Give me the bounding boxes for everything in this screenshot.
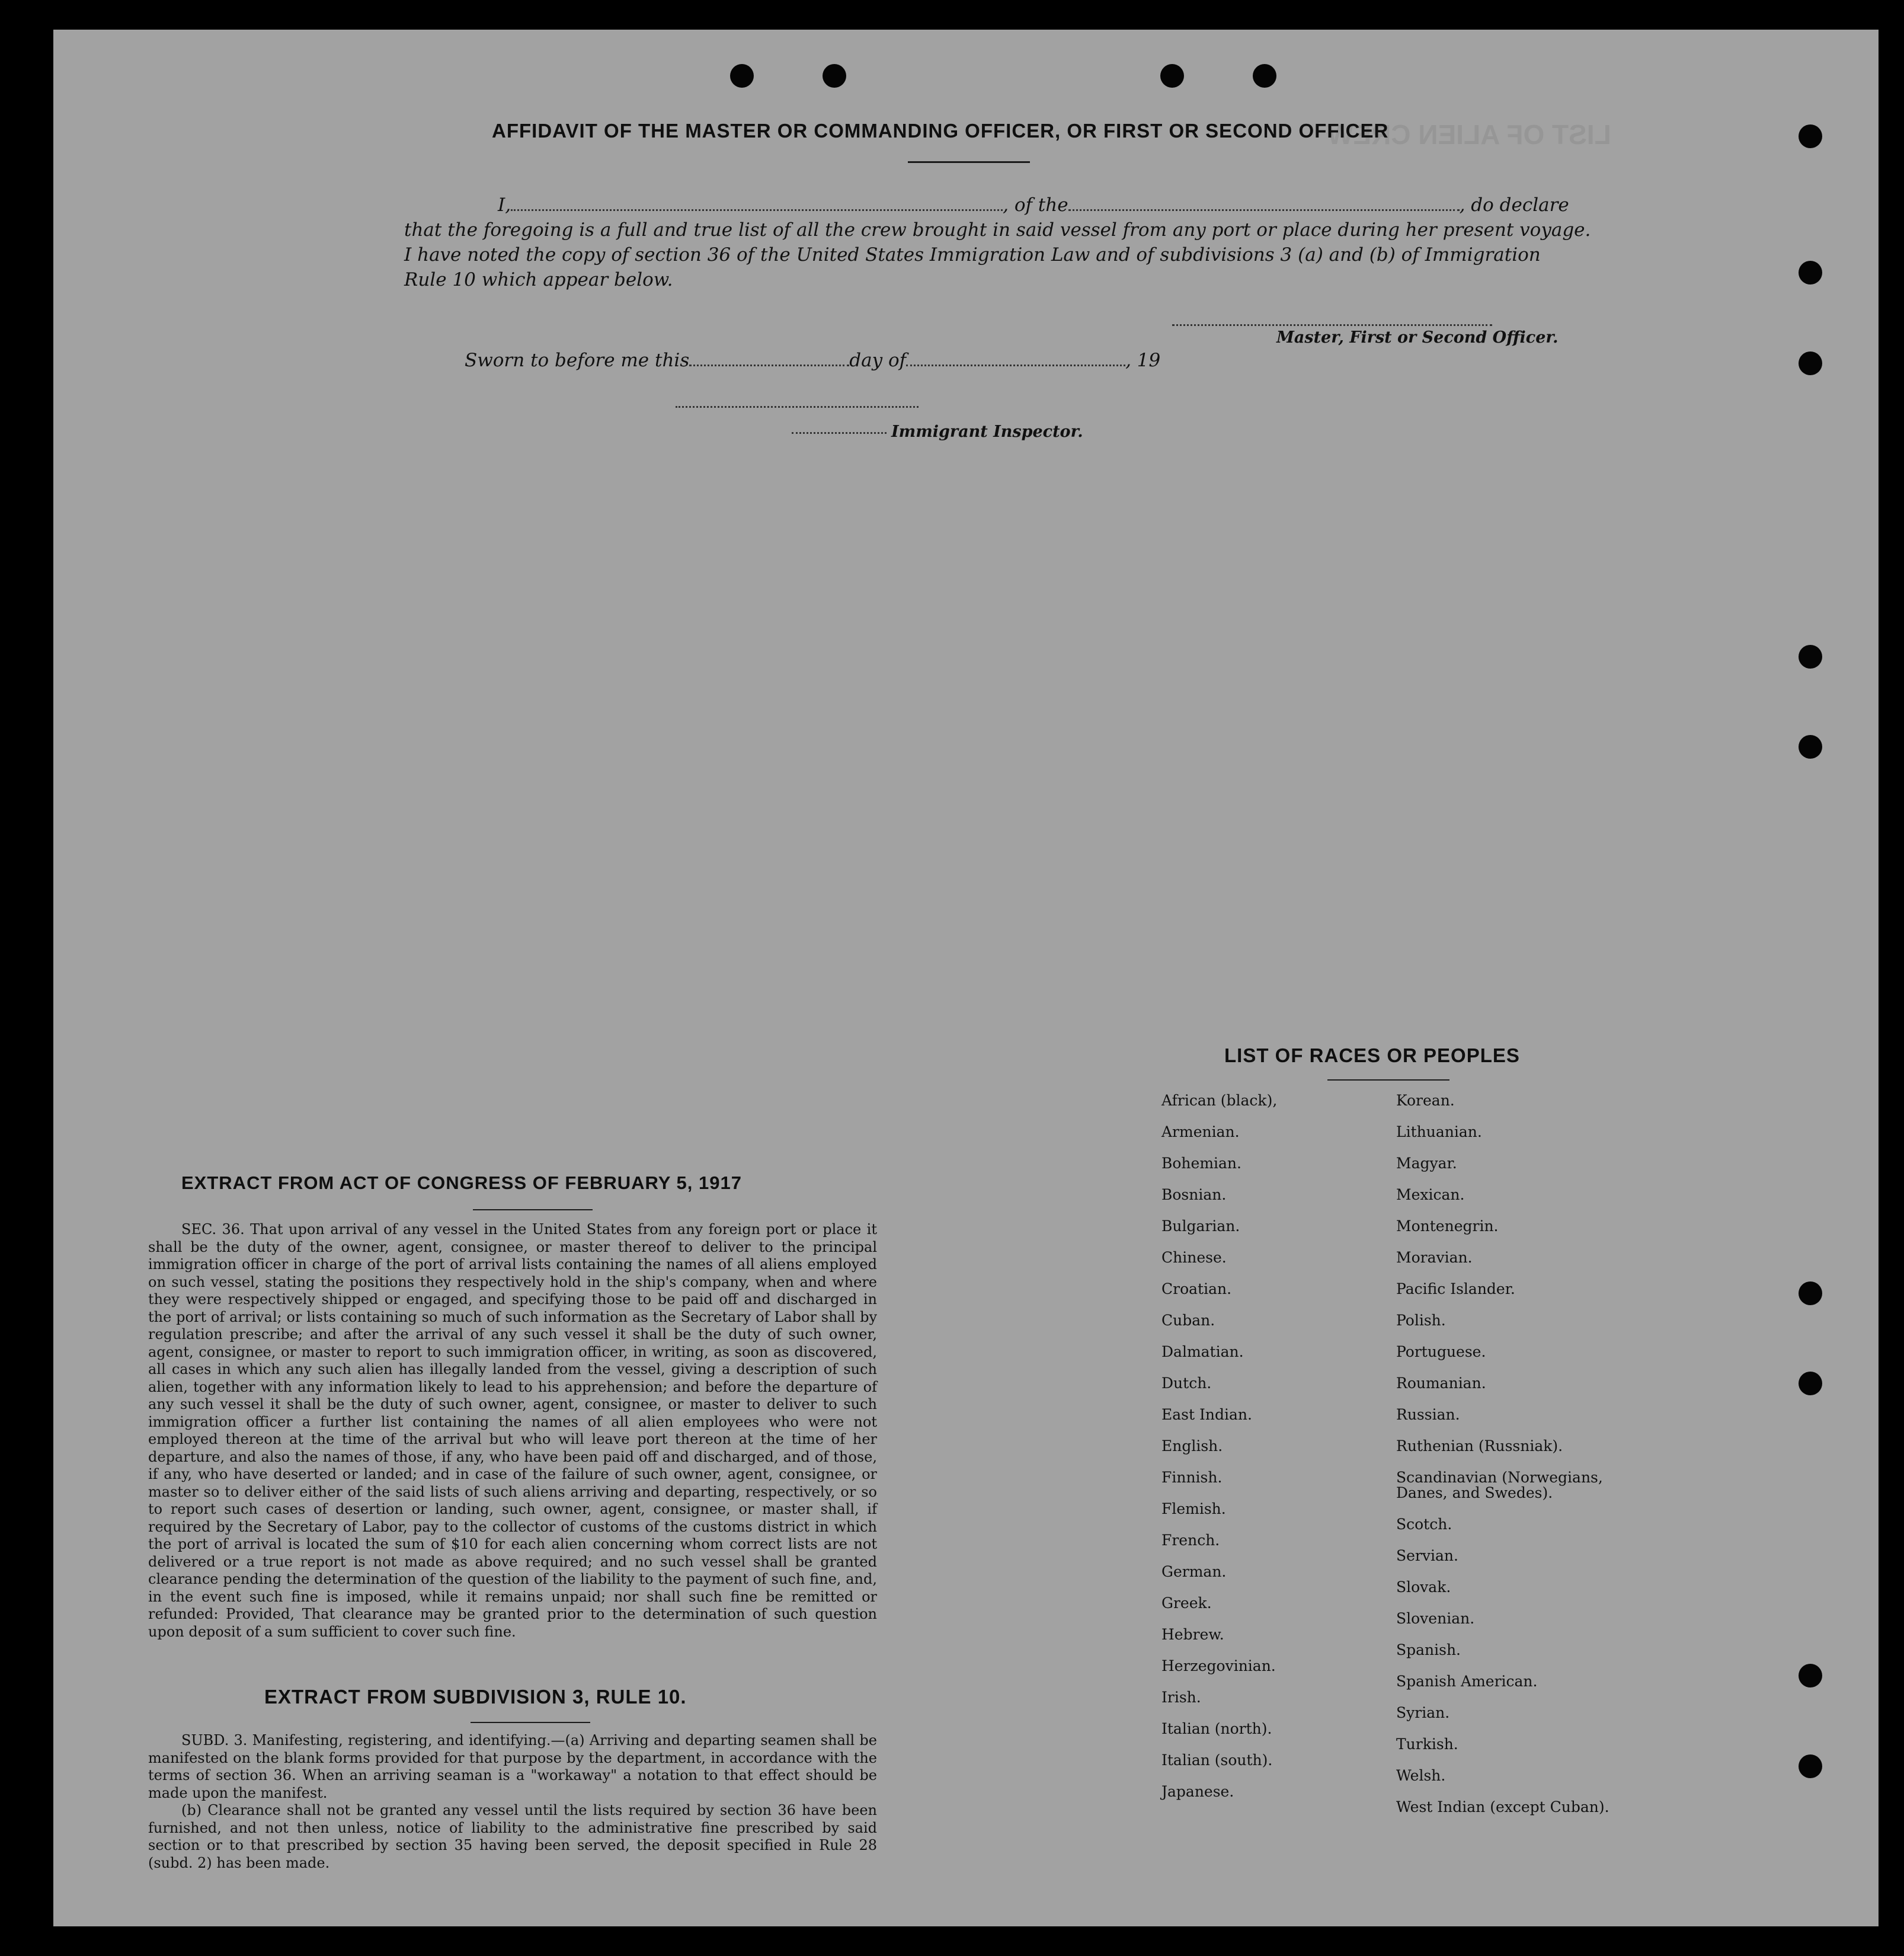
binding-hole-right-6 xyxy=(1799,1281,1822,1305)
binding-hole-right-8 xyxy=(1799,1664,1822,1687)
races-left-column xyxy=(1161,1085,1387,1807)
sworn-day-field[interactable] xyxy=(689,364,849,366)
race-item: Ruthenian (Russniak). xyxy=(1396,1437,1563,1455)
act-extract-title: EXTRACT FROM ACT OF CONGRESS OF FEBRUARY 5, 1917 xyxy=(181,1172,742,1193)
race-item: Greek. xyxy=(1161,1594,1212,1612)
race-item: Armenian. xyxy=(1161,1123,1240,1140)
rule-extract-rule xyxy=(471,1722,590,1723)
declaration-line-3: I have noted the copy of section 36 of the United States Immigration Law and of subdivisions 3 (a) and (b) of Immigration xyxy=(404,244,1541,266)
race-item: Welsh. xyxy=(1396,1767,1446,1784)
bleed-through: LIST OF ALIEN CREW xyxy=(1327,119,1611,150)
rule-extract-title: EXTRACT FROM SUBDIVISION 3, RULE 10. xyxy=(264,1686,687,1708)
race-item: Chinese. xyxy=(1161,1249,1227,1266)
race-item: Russian. xyxy=(1396,1406,1460,1423)
declaration-line: I, , of the , do declare xyxy=(498,194,1569,216)
inspector-prefix-line xyxy=(792,432,887,434)
race-item: West Indian (except Cuban). xyxy=(1396,1798,1609,1816)
binding-hole-right-9 xyxy=(1799,1754,1822,1778)
document-page xyxy=(53,30,1879,1926)
race-item: Italian (north). xyxy=(1161,1720,1272,1737)
act-extract-text xyxy=(148,1221,877,1641)
race-item: Spanish American. xyxy=(1396,1673,1538,1690)
race-item: Turkish. xyxy=(1396,1736,1458,1753)
declaration-line-2: that the foregoing is a full and true list of all the crew brought in said vessel from any port or place during her present voyage. xyxy=(404,219,1591,241)
race-item: Finnish. xyxy=(1161,1469,1223,1486)
race-item: Scotch. xyxy=(1396,1516,1452,1533)
race-item: Bosnian. xyxy=(1161,1186,1227,1203)
sworn-month-field[interactable] xyxy=(906,364,1125,366)
race-item: Dalmatian. xyxy=(1161,1343,1244,1360)
race-item: Syrian. xyxy=(1396,1704,1450,1721)
race-item: African (black), xyxy=(1161,1092,1278,1109)
race-item: Korean. xyxy=(1396,1092,1455,1109)
race-item: Servian. xyxy=(1396,1547,1458,1564)
inspector-signature-line[interactable] xyxy=(676,405,919,408)
rule-para-b: (b) Clearance shall not be granted any vessel until the lists required by section 36 have been furnished, and not then unless, notice of liability to the administrative fine prescribed by said section or to that prescribed by section 35 having been served, the deposit specified in Rule 28 (subd. 2) has been made. xyxy=(148,1802,877,1871)
race-item: Irish. xyxy=(1161,1689,1201,1706)
race-item: Magyar. xyxy=(1396,1155,1457,1172)
rule-extract-text xyxy=(148,1732,877,1872)
race-item: Flemish. xyxy=(1161,1500,1226,1517)
race-item: Portuguese. xyxy=(1396,1343,1486,1360)
rule-para-a: SUBD. 3. Manifesting, registering, and identifying.—(a) Arriving and departing seamen shall be manifested on the blank forms provided for that purpose by the department, in accordance with the terms of section 36. When an arriving seaman is a "workaway" a notation to that effect should be made upon the manifest. xyxy=(148,1732,877,1801)
section-36-text: SEC. 36. That upon arrival of any vessel in the United States from any foreign port or place it shall be the duty of the owner, agent, consignee, or master thereof to deliver to the principal immigration officer in charge of the port of arrival lists containing the names of all aliens employed on such vessel, stating the positions they respectively hold in the ship's company, when and where they were respectively shipped or engaged, and specifying those to be paid off and discharged in the port of arrival; or lists containing so much of such information as the Secretary of Labor shall by regulation prescribe; and after the arrival of any such vessel it shall be the duty of such owner, agent, consignee, or master to report to such immigration officer, in writing, as soon as discovered, all cases in which any such alien has illegally landed from the vessel, giving a description of such alien, together with any information likely to lead to his apprehension; and before the departure of any such vessel it shall be the duty of such owner, agent, consignee, or master to deliver to such immigration officer a further list containing the names of all alien employees who were not employed thereon at the time of the arrival but who will leave port thereon at the time of her departure, and also the names of those, if any, who have been paid off and discharged, and of those, if any, who have deserted or landed; and in case of the failure of such owner, agent, consignee, or master so to deliver either of the said lists of such aliens arriving and departing, respectively, or so to report such cases of desertion or landing, such owner, agent, consignee, or master shall, if required by the Secretary of Labor, pay to the collector of customs of the customs district in which the port of arrival is located the sum of $10 for each alien concerning whom correct lists are not delivered or a true report is not made as above required; and no such vessel shall be granted clearance pending the determination of the question of the liability to the payment of such fine, and, in the event such fine is imposed, while it remains unpaid; nor shall such fine be remitted or refunded: Provided, That clearance may be granted prior to the determination of such question upon deposit of a sum sufficient to cover such fine. xyxy=(148,1221,877,1640)
binding-hole-top-3 xyxy=(1160,64,1184,88)
races-title: LIST OF RACES OR PEOPLES xyxy=(1224,1044,1520,1066)
races-right-column xyxy=(1396,1085,1645,1823)
binding-hole-right-5 xyxy=(1799,735,1822,759)
race-item: Croatian. xyxy=(1161,1280,1232,1297)
binding-hole-right-1 xyxy=(1799,124,1822,148)
race-item: Montenegrin. xyxy=(1396,1217,1499,1235)
race-item: Spanish. xyxy=(1396,1641,1461,1658)
race-item: East Indian. xyxy=(1161,1406,1252,1423)
race-item: Bohemian. xyxy=(1161,1155,1241,1172)
race-item: Dutch. xyxy=(1161,1375,1212,1392)
race-item: Slovenian. xyxy=(1396,1610,1475,1627)
affidavit-title: AFFIDAVIT OF THE MASTER OR COMMANDING OFFICER, OR FIRST OR SECOND OFFICER xyxy=(492,120,1389,142)
race-item: Lithuanian. xyxy=(1396,1123,1482,1140)
signature-line[interactable] xyxy=(1172,324,1492,326)
race-item: Mexican. xyxy=(1396,1186,1465,1203)
sworn-line: Sworn to before me this day of , 19 xyxy=(465,350,1161,371)
race-item: French. xyxy=(1161,1532,1220,1549)
binding-hole-right-7 xyxy=(1799,1372,1822,1395)
race-item: Hebrew. xyxy=(1161,1626,1224,1643)
race-item: Bulgarian. xyxy=(1161,1217,1240,1235)
binding-hole-right-4 xyxy=(1799,645,1822,669)
declaration-line-4: Rule 10 which appear below. xyxy=(404,269,673,290)
signature-caption: Master, First or Second Officer. xyxy=(1276,328,1559,347)
binding-hole-right-3 xyxy=(1799,351,1822,375)
binding-hole-top-2 xyxy=(823,64,846,88)
race-item: Moravian. xyxy=(1396,1249,1473,1266)
race-item: Pacific Islander. xyxy=(1396,1280,1515,1297)
binding-hole-right-2 xyxy=(1799,261,1822,285)
race-item: Cuban. xyxy=(1161,1312,1215,1329)
race-item: Italian (south). xyxy=(1161,1752,1273,1769)
binding-hole-top-1 xyxy=(730,64,754,88)
race-item: English. xyxy=(1161,1437,1223,1455)
race-item: Roumanian. xyxy=(1396,1375,1486,1392)
race-item: Japanese. xyxy=(1161,1783,1234,1800)
races-rule xyxy=(1327,1079,1449,1081)
act-extract-rule xyxy=(473,1209,593,1210)
inspector-caption: Immigrant Inspector. xyxy=(891,423,1083,441)
race-item: Scandinavian (Norwegians, Danes, and Swedes). xyxy=(1396,1469,1603,1501)
affidavit-rule xyxy=(908,161,1030,163)
race-item: German. xyxy=(1161,1563,1227,1580)
vessel-field[interactable] xyxy=(1068,209,1460,211)
race-item: Polish. xyxy=(1396,1312,1446,1329)
name-field[interactable] xyxy=(511,209,1003,211)
race-item: Herzegovinian. xyxy=(1161,1657,1276,1674)
race-item: Slovak. xyxy=(1396,1578,1451,1596)
binding-hole-top-4 xyxy=(1253,64,1276,88)
